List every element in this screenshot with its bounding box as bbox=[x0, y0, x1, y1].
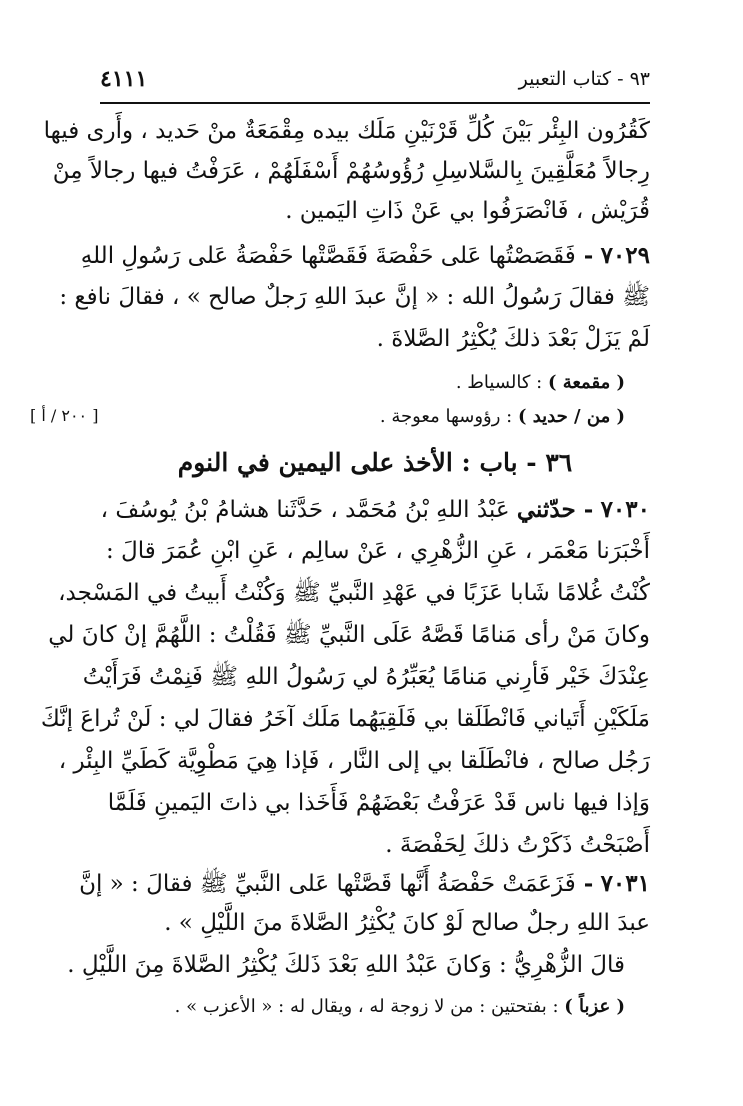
page-header bbox=[100, 62, 650, 104]
text-line: رِجالاً مُعَلَّقِينَ بِالسَّلاسِلِ رُؤُوسُهُمْ أَسْفَلَهُمْ ، عَرَفْتُ فيها رجالاً مِنْ bbox=[52, 158, 650, 184]
text-line: عِنْدَكَ خَيْر فَأرِني مَنامًا يُعَبِّرُهُ لي رَسُولُ اللهِ ﷺ فَنِمْتُ فَرَأَيْتُ bbox=[82, 664, 650, 690]
gloss-text: : كالسياط . bbox=[455, 372, 543, 393]
hadith-coda: قالَ الزُّهْرِيُّ : وَكانَ عَبْدُ اللهِ بَعْدَ ذَلكَ يُكْثِرُ الصَّلاةَ مِنَ اللَّيْلِ . bbox=[67, 952, 625, 978]
gloss-line bbox=[175, 996, 625, 1018]
text-line: أَخْبَرَنا مَعْمَر ، عَنِ الزُّهْرِي ، عَنْ سالِم ، عَنِ ابْنِ عُمَرَ قالَ : bbox=[105, 538, 650, 564]
text-line: قُرَيْش ، فَانْصَرَفُوا بي عَنْ ذَاتِ اليَمين . bbox=[285, 198, 650, 224]
gloss-text: : بفتحتين : من لا زوجة له ، ويقال له : « الأعزب » . bbox=[174, 996, 559, 1017]
text-line: فَزَعَمَتْ حَفْصَةُ أَنَّها قَصَّتْها عَلى النَّبيِّ ﷺ فقالَ : « إنَّ bbox=[79, 871, 576, 897]
hadith-number: ٧٠٣٠ bbox=[600, 496, 650, 523]
dash: - bbox=[575, 242, 594, 269]
text-line: وكانَ مَنْ رأى مَنامًا قَصَّهُ عَلَى النَّبيِّ ﷺ فَقُلْتُ : اللَّهُمَّ إنْ كانَ لي bbox=[48, 622, 650, 648]
hadith-lead: حدّثني bbox=[516, 496, 576, 523]
text-line: عَبْدُ اللهِ بْنُ مُحَمَّد ، حَدَّثَنا هشامُ بْنُ يُوسُفَ ، bbox=[100, 497, 510, 523]
hadith-first-line bbox=[100, 496, 650, 525]
text-line: فَقَصَصْتُها عَلى حَفْصَةَ فَقَصَّتْها حَفْصَةُ عَلى رَسُولِ اللهِ bbox=[80, 243, 576, 269]
hadith-first-line bbox=[80, 242, 650, 271]
hadith-number: ٧٠٢٩ bbox=[600, 242, 650, 269]
gloss-line bbox=[456, 372, 625, 394]
hadith-first-line bbox=[79, 870, 650, 899]
text-line: كُنْتُ غُلامًا شَابا عَزَبًا في عَهْدِ النَّبيِّ ﷺ وَكُنْتُ أَبيتُ في المَسْجد، bbox=[58, 580, 650, 606]
text-line: وَإذا فيها ناس قَدْ عَرَفْتُ بَعْضَهُمْ فَأَخَذا بي ذاتَ اليَمينِ فَلَمَّا bbox=[107, 790, 650, 816]
dash: - bbox=[575, 496, 594, 523]
page-number: ٤١١١ bbox=[100, 66, 148, 92]
running-title: ٩٣ - كتاب التعبير bbox=[518, 68, 650, 90]
hadith-number: ٧٠٣١ bbox=[600, 870, 650, 897]
gloss-term: ( عزباً ) bbox=[564, 996, 625, 1017]
text-line: مَلَكَيْنِ أَتَياني فَانْطَلَقا بي فَلَقِيَهُما مَلَك آخَرُ فقالَ لي : لَنْ تُراعَ إنَّكَ bbox=[40, 706, 650, 732]
text-line: عبدَ اللهِ رجلٌ صالح لَوْ كانَ يُكْثِرُ الصَّلاةَ منَ اللَّيْلِ » . bbox=[164, 910, 650, 936]
dash: - bbox=[575, 870, 594, 897]
margin-reference: [ ٢٠٠ / أ ] bbox=[30, 406, 99, 425]
text-line: أَصْبَحْتُ ذَكَرْتُ ذلكَ لِحَفْصَةَ . bbox=[385, 832, 650, 858]
gloss-text: : رؤوسها معوجة . bbox=[379, 406, 513, 427]
text-line: رَجُل صالح ، فانْطَلَقا بي إلى النَّار ، فَإذا هِيَ مَطْوِيَّة كَطَيِّ البِئْر ، bbox=[58, 748, 650, 774]
text-line: لَمْ يَزَلْ بَعْدَ ذلكَ يُكْثِرُ الصَّلاةَ . bbox=[376, 326, 650, 352]
text-line: ﷺ فقالَ رَسُولُ الله : « إنَّ عبدَ اللهِ رَجلٌ صالح » ، فقالَ نافع : bbox=[59, 284, 650, 310]
gloss-term: ( مقمعة ) bbox=[547, 372, 625, 393]
chapter-heading: ٣٦ - باب : الأخذ على اليمين في النوم bbox=[177, 448, 573, 477]
text-line: كَقُرُون البِئْر بَيْنَ كُلِّ قَرْنَيْنِ مَلَك بيده مِقْمَعَةٌ منْ حَديد ، وأَرى فيها bbox=[43, 118, 650, 144]
gloss-term: ( من / حديد ) bbox=[517, 406, 625, 427]
gloss-line bbox=[380, 406, 625, 428]
